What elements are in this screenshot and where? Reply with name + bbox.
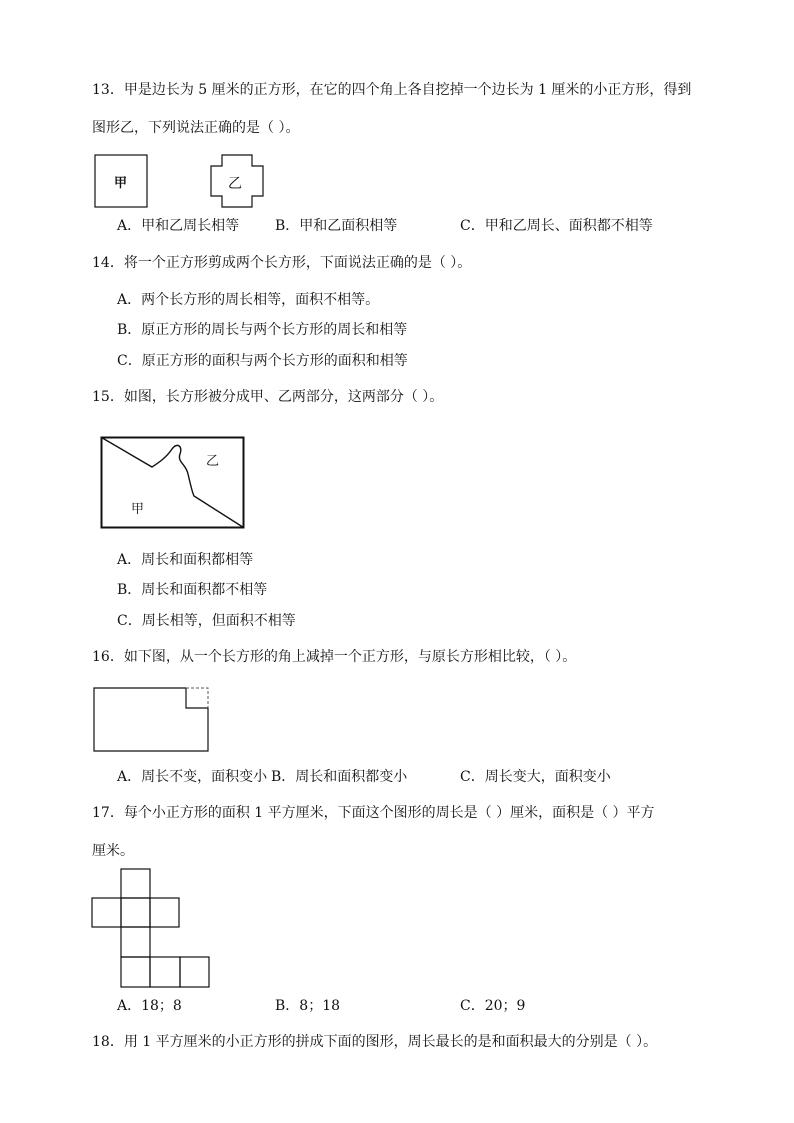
q14-option-c[interactable]: C．原正方形的面积与两个长方形的面积和相等 — [117, 353, 408, 369]
q15-option-b[interactable]: B．周长和面积都不相等 — [117, 582, 268, 598]
q17-grid-square — [150, 957, 180, 987]
q14-option-a[interactable]: A．两个长方形的周长相等，面积不相等。 — [117, 292, 380, 308]
q16-figure — [93, 687, 211, 753]
q14-option-b[interactable]: B．原正方形的周长与两个长方形的周长和相等 — [117, 322, 408, 338]
q13-option-c[interactable]: C．甲和乙周长、面积都不相等 — [460, 218, 653, 234]
q17-option-c[interactable]: C．20；9 — [460, 998, 526, 1014]
q17-grid-square — [180, 957, 209, 987]
q13-figure-yi — [210, 154, 264, 208]
q14-stem: 14．将一个正方形剪成两个长方形，下面说法正确的是（ ）。 — [92, 255, 472, 271]
q16-stem: 16．如下图，从一个长方形的角上减掉一个正方形，与原长方形相比较，（ ）。 — [92, 649, 577, 665]
q17-option-b[interactable]: B．8；18 — [275, 998, 341, 1014]
q15-option-a[interactable]: A．周长和面积都相等 — [117, 552, 254, 568]
q15-label-jia: 甲 — [131, 502, 145, 517]
q15-stem: 15．如图，长方形被分成甲、乙两部分，这两部分（ ）。 — [92, 389, 444, 405]
q16-option-b[interactable]: B．周长和面积都变小 — [271, 769, 408, 785]
q17-stem-line1: 17．每个小正方形的面积 1 平方厘米，下面这个图形的周长是（ ）厘米，面积是（ ）平方 — [92, 805, 655, 821]
q13-option-a[interactable]: A．甲和乙周长相等 — [117, 218, 240, 234]
q13-figure-jia — [94, 154, 148, 208]
q13-label-jia: 甲 — [114, 176, 128, 191]
q16-option-a[interactable]: A．周长不变，面积变小 — [117, 769, 268, 785]
q13-stem-line2: 图形乙，下列说法正确的是（ ）。 — [92, 120, 300, 136]
q17-grid-square — [150, 898, 179, 927]
q15-label-yi: 乙 — [206, 454, 220, 469]
q17-figure — [91, 868, 211, 990]
q17-grid-square — [121, 898, 150, 927]
q17-grid-square — [121, 957, 150, 987]
q13-option-b[interactable]: B．甲和乙面积相等 — [275, 218, 398, 234]
q13-label-yi: 乙 — [228, 176, 242, 192]
q17-option-a[interactable]: A．18；8 — [117, 998, 182, 1014]
q17-stem-line2: 厘米。 — [92, 843, 134, 859]
q16-option-c[interactable]: C．周长变大，面积变小 — [460, 769, 611, 785]
q17-grid-square — [121, 869, 150, 898]
q17-grid-square — [121, 927, 150, 957]
q18-stem: 18．用 1 平方厘米的小正方形的拼成下面的图形，周长最长的是和面积最大的分别是（ ）。 — [92, 1034, 658, 1050]
q17-grid-square — [92, 898, 121, 927]
q13-stem-line1: 13．甲是边长为 5 厘米的正方形，在它的四个角上各自挖掉一个边长为 1 厘米的小正方形，得到 — [92, 82, 692, 98]
q15-option-c[interactable]: C．周长相等，但面积不相等 — [117, 613, 296, 629]
q15-figure — [100, 436, 246, 530]
